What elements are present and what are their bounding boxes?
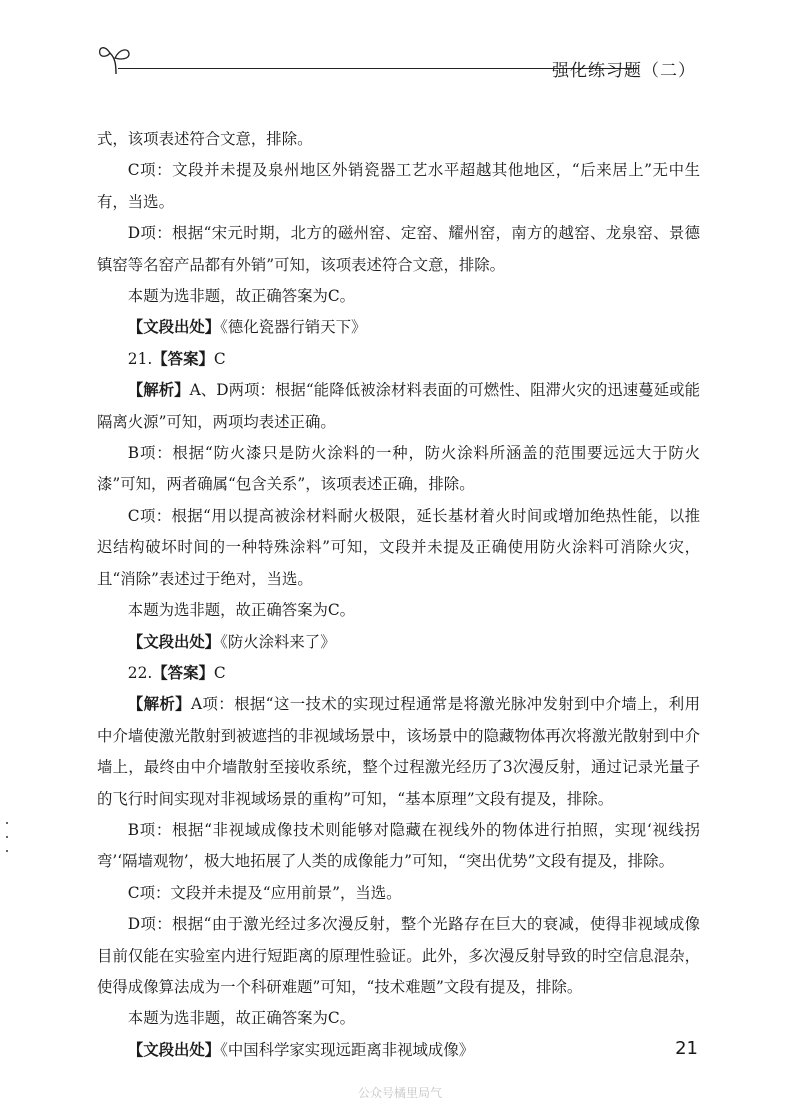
paragraph: C项：文段并未提及“应用前景”，当选。 (127, 883, 402, 902)
paragraph: D项：根据“由于激光经过多次漫反射，整个光路存在巨大的衰减，使得非视域成像目前仅能在实验室内进行短距离的原理性验证。此外，多次漫反射导致的时空信息混杂，使得成像算法成为一个科研难题”可知，“技术难题”文段有提及，排除。 (97, 915, 700, 996)
source-line (97, 1035, 700, 1066)
analysis-paragraph (97, 375, 700, 438)
paragraph: 本题为选非题，故正确答案为C。 (127, 287, 356, 306)
analysis-paragraph (97, 689, 700, 815)
source-title: 《中国科学家实现远距离非视域成像》 (220, 1040, 475, 1059)
source-title: 《防火涂料来了》 (220, 632, 336, 651)
paragraph: B项：根据“防火漆只是防火涂料的一种，防火涂料所涵盖的范围要远远大于防火漆”可知，两者确属“包含关系”，该项表述正确，排除。 (97, 444, 700, 494)
header-title: 强化练习题（二） (552, 61, 696, 81)
source-line (97, 312, 700, 343)
paragraph: C项：文段并未提及泉州地区外销瓷器工艺水平超越其他地区，“后来居上”无中生有，当选。 (97, 161, 700, 211)
answer-value: C (213, 663, 226, 682)
source-line (97, 627, 700, 658)
question-number: 21. (127, 349, 153, 368)
question-number: 22. (127, 663, 153, 682)
source-tag: 【文段出处】 (127, 1040, 221, 1059)
paragraph: D项：根据“宋元时期，北方的磁州窑、定窑、耀州窑，南方的越窑、龙泉窑、景德镇窑等名窑产品都有外销”可知，该项表述符合文意，排除。 (97, 224, 700, 274)
paragraph: C项：根据“用以提高被涂材料耐火极限，延长基材着火时间或增加绝热性能，以推迟结构破坏时间的一种特殊涂料”可知，文段并未提及正确使用防火涂料可消除火灾，且“消除”表述过于绝对，当选。 (97, 506, 700, 588)
answer-value: C (213, 349, 226, 368)
analysis-tag: 【解析】 (127, 695, 191, 714)
answer-line (97, 344, 700, 375)
paragraph: 本题为选非题，故正确答案为C。 (127, 601, 356, 620)
source-tag: 【文段出处】 (127, 632, 221, 651)
paragraph: B项：根据“非视域成像技术则能够对隐藏在视线外的物体进行拍照，实现‘视线拐弯’‘隔墙观物’，极大地拓展了人类的成像能力”可知，“突出优势”文段有提及，排除。 (97, 820, 700, 871)
page-body (97, 124, 700, 1066)
answer-line (97, 658, 700, 689)
running-header (96, 38, 696, 82)
source-tag: 【文段出处】 (127, 318, 221, 337)
answer-tag: 【答案】 (152, 349, 214, 368)
scan-margin-marks (6, 822, 10, 864)
analysis-tag: 【解析】 (127, 381, 190, 400)
page-number: 21 (675, 1038, 698, 1059)
answer-tag: 【答案】 (152, 663, 214, 682)
paragraph: 式，该项表述符合文意，排除。 (97, 130, 313, 148)
analysis-text: A、D两项：根据“能降低被涂材料表面的可燃性、阻滞火灾的迅速蔓延或能隔离火源”可知，两项均表述正确。 (97, 381, 700, 431)
watermark: 公众号橘里局气 (357, 1086, 442, 1100)
paragraph: 本题为选非题，故正确答案为C。 (127, 1009, 356, 1028)
source-title: 《德化瓷器行销天下》 (220, 318, 367, 337)
analysis-text: A项：根据“这一技术的实现过程通常是将激光脉冲发射到中介墙上，利用中介墙使激光散射到被遮挡的非视域场景中，该场景中的隐藏物体再次将激光散射到中介墙上，最终由中介墙散射至接收系统，整个过程激光经历了3次漫反射，通过记录光量子的飞行时间实现对非视域场景的重构”可知，“基本原理”文段有提及，排除。 (97, 695, 700, 808)
leaf-sprout-icon (96, 42, 136, 76)
